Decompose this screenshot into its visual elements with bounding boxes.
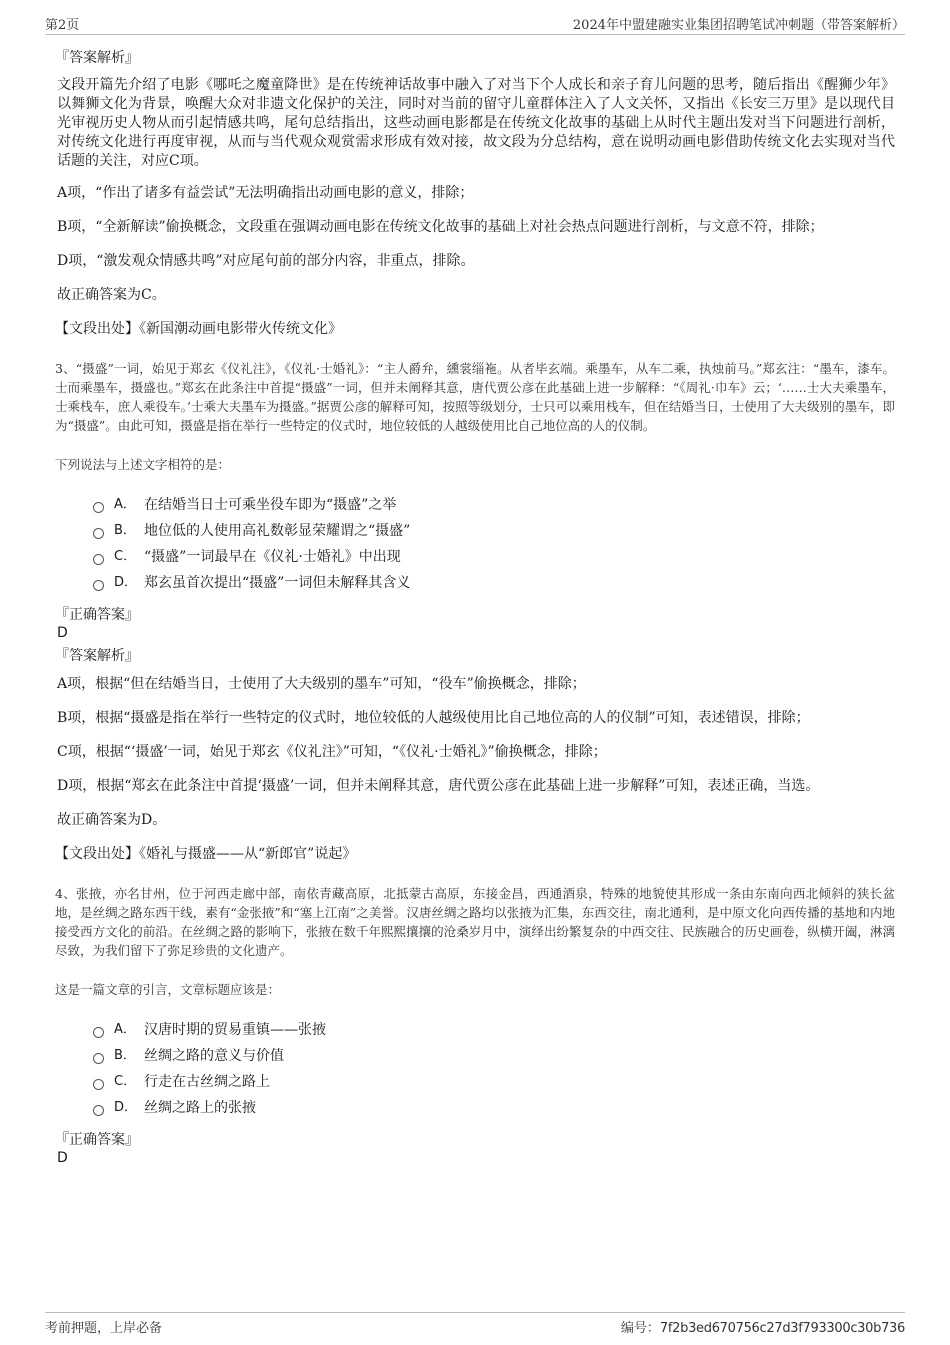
radio-icon[interactable] xyxy=(93,528,104,539)
q4-option-b[interactable] xyxy=(93,1043,895,1069)
option-letter: A． xyxy=(114,1022,136,1037)
option-letter: D． xyxy=(114,1100,138,1115)
page-header xyxy=(45,12,905,35)
q3-option-b[interactable] xyxy=(93,518,895,544)
option-letter: D． xyxy=(114,575,138,590)
q2-analysis-line: A项，“作出了诸多有益尝试”无法明确指出动画电影的意义，排除； xyxy=(57,185,474,201)
q3-analysis-tag: 『答案解析』 xyxy=(55,648,139,664)
option-text: 地位低的人使用高礼数彰显荣耀谓之“摄盛” xyxy=(144,523,411,539)
q2-analysis-line: B项，“全新解读”偷换概念，文段重在强调动画电影在传统文化故事的基础上对社会热点问题进行剖析，与文意不符，排除； xyxy=(57,219,824,235)
radio-icon[interactable] xyxy=(93,1053,104,1064)
radio-icon[interactable] xyxy=(93,1105,104,1116)
option-text: “摄盛”一词最早在《仪礼·士婚礼》中出现 xyxy=(144,549,401,565)
q4-question-text: 4、张掖，亦名甘州，位于河西走廊中部，南依青藏高原，北抵蒙古高原，东接金昌，西通酒泉，特殊的地貌使其形成一条由东南向西北倾斜的狭长盆地，是丝绸之路东西干线，素有“金张掖”和“塞上江南”之美誉。汉唐丝绸之路均以张掖为汇集，东西交往，南北通利，是中原文化向西传播的基地和内地接受西方文化的前沿。在丝绸之路的影响下，张掖在数千年熙熙攘攘的沧桑岁月中，演绎出纷繁复杂的中西交往、民族融合的历史画卷，纵横开阖，淋漓尽致，为我们留下了弥足珍贵的文化遗产。 xyxy=(55,886,895,958)
option-letter: B． xyxy=(114,523,136,538)
page-number: 第2页 xyxy=(45,18,80,33)
q3-analysis-conclusion: 故正确答案为D。 xyxy=(57,812,167,828)
footer-code-label: 编号： xyxy=(620,1321,660,1336)
q3-answer-tag: 『正确答案』 xyxy=(55,607,139,623)
q3-answer: D xyxy=(57,625,68,641)
radio-icon[interactable] xyxy=(93,502,104,513)
option-text: 汉唐时期的贸易重镇——张掖 xyxy=(144,1022,326,1038)
option-text: 丝绸之路上的张掖 xyxy=(144,1100,256,1116)
q3-prompt: 下列说法与上述文字相符的是： xyxy=(55,457,231,472)
option-letter: C． xyxy=(114,1074,137,1089)
q2-analysis-conclusion: 故正确答案为C。 xyxy=(57,287,166,303)
radio-icon[interactable] xyxy=(93,1079,104,1090)
radio-icon[interactable] xyxy=(93,580,104,591)
option-letter: A． xyxy=(114,497,136,512)
q2-analysis-tag: 『答案解析』 xyxy=(55,50,139,66)
footer-slogan: 考前押题，上岸必备 xyxy=(45,1321,163,1336)
q2-analysis-line: D项，“激发观众情感共鸣”对应尾句前的部分内容，非重点，排除。 xyxy=(57,253,475,269)
page-footer xyxy=(45,1312,905,1337)
q3-analysis-line: B项，根据“摄盛是指在举行一些特定的仪式时，地位较低的人越级使用比自己地位高的人的仪制”可知，表述错误，排除； xyxy=(57,710,810,726)
option-text: 行走在古丝绸之路上 xyxy=(144,1074,270,1090)
q2-analysis-summary: 文段开篇先介绍了电影《哪吒之魔童降世》是在传统神话故事中融入了对当下个人成长和亲子育儿问题的思考，随后指出《醒狮少年》以舞狮文化为背景，唤醒大众对非遗文化保护的关注，同时对当前的留守儿童群体注入了人文关怀，又指出《长安三万里》是以现代目光审视历史人物从而引起情感共鸣，尾句总结指出，这些动画电影都是在传统文化故事的基础上从时代主题出发对当下问题进行剖析，对传统文化进行再度审视，从而与当代观众观赏需求形成有效对接，故文段为分总结构，意在说明动画电影借助传统文化去实现对当代话题的关注，对应C项。 xyxy=(57,77,895,169)
q3-option-d[interactable] xyxy=(93,570,895,596)
radio-icon[interactable] xyxy=(93,554,104,565)
footer-code xyxy=(621,1317,905,1336)
q3-analysis-line: C项，根据“‘摄盛’一词，始见于郑玄《仪礼注》”可知，“《仪礼·士婚礼》”偷换概念，排除； xyxy=(57,744,607,760)
q4-options xyxy=(93,1017,895,1121)
q3-option-c[interactable] xyxy=(93,544,895,570)
q4-prompt: 这是一篇文章的引言，文章标题应该是： xyxy=(55,982,281,997)
document-title: 2024年中盟建融实业集团招聘笔试冲刺题（带答案解析） xyxy=(572,18,905,33)
document-body xyxy=(55,44,895,1171)
q4-answer: D xyxy=(57,1150,68,1166)
option-text: 丝绸之路的意义与价值 xyxy=(144,1048,284,1064)
q4-option-a[interactable] xyxy=(93,1017,895,1043)
q3-analysis-line: A项，根据“但在结婚当日，士使用了大夫级别的墨车”可知，“役车”偷换概念，排除； xyxy=(57,676,586,692)
q3-analysis-line: D项，根据“郑玄在此条注中首提‘摄盛’一词，但并未阐释其意，唐代贾公彦在此基础上进一步解释”可知，表述正确，当选。 xyxy=(57,778,820,794)
q3-question-text: 3、“摄盛”一词，始见于郑玄《仪礼注》，《仪礼·士婚礼》：“主人爵弁，纁裳缁袘。从者毕玄端。乘墨车，从车二乘，执烛前马。”郑玄注：“墨车，漆车。士而乘墨车，摄盛也。”郑玄在此条注中首提“摄盛”一词，但并未阐释其意，唐代贾公彦在此基础上进一步解释：“《周礼·巾车》云；‘……士大夫乘墨车，士乘栈车，庶人乘役车。’士乘大夫墨车为摄盛。”据贾公彦的解释可知，按照等级划分，士只可以乘用栈车，但在结婚当日，士使用了大夫级别的墨车，即为“摄盛”。由此可知，摄盛是指在举行一些特定的仪式时，地位较低的人越级使用比自己地位高的人的仪制。 xyxy=(55,361,895,433)
q3-options xyxy=(93,492,895,596)
option-text: 郑玄虽首次提出“摄盛”一词但未解释其含义 xyxy=(144,575,411,591)
q4-option-c[interactable] xyxy=(93,1069,895,1095)
q2-source: 【文段出处】《新国潮动画电影带火传统文化》 xyxy=(55,321,342,337)
radio-icon[interactable] xyxy=(93,1027,104,1038)
option-text: 在结婚当日士可乘坐役车即为“摄盛”之举 xyxy=(144,497,397,513)
q4-option-d[interactable] xyxy=(93,1095,895,1121)
q3-source: 【文段出处】《婚礼与摄盛——从“新郎官”说起》 xyxy=(55,846,357,862)
footer-code-value: 7f2b3ed670756c27d3f793300c30b736 xyxy=(659,1321,905,1336)
q4-answer-tag: 『正确答案』 xyxy=(55,1132,139,1148)
option-letter: C． xyxy=(114,549,137,564)
q3-option-a[interactable] xyxy=(93,492,895,518)
option-letter: B． xyxy=(114,1048,136,1063)
